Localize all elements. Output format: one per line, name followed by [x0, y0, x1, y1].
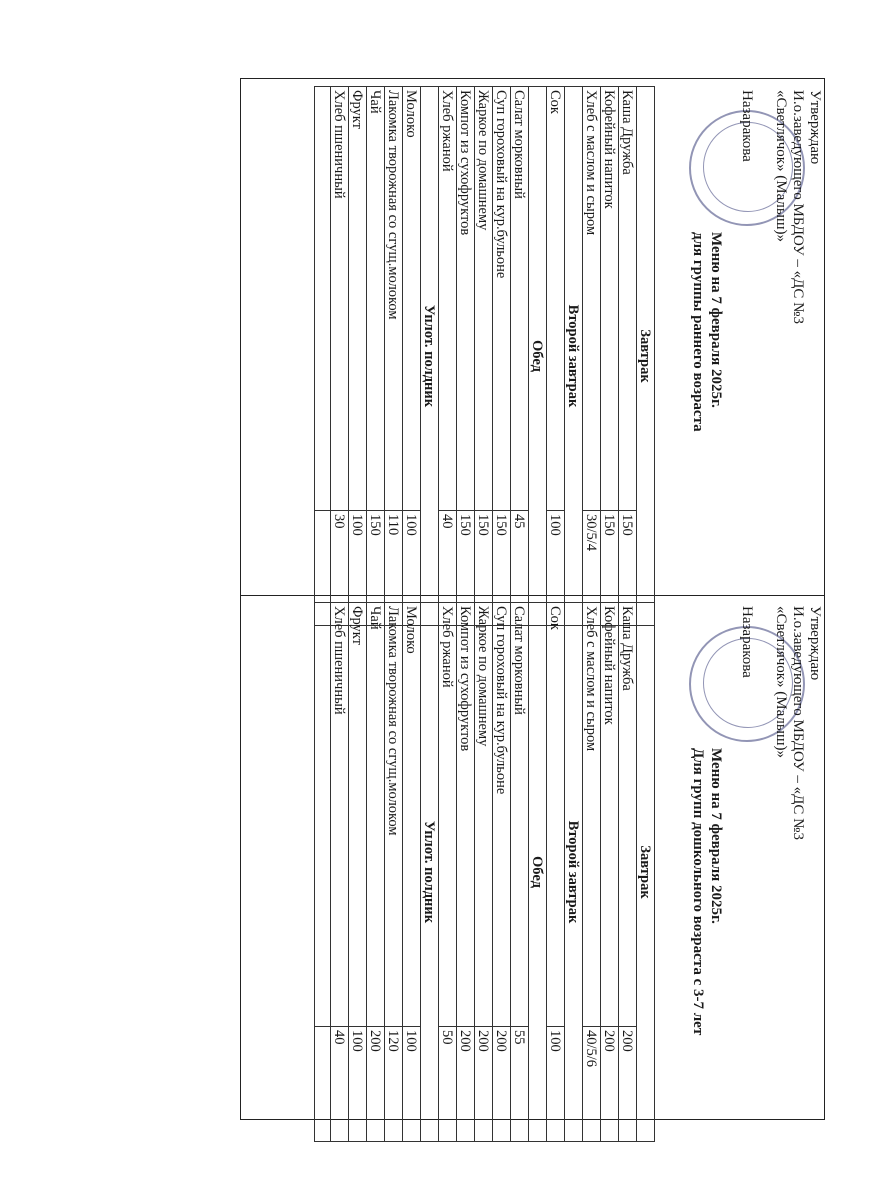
qty-cell: 50 — [439, 1027, 457, 1142]
dish-cell: Сок — [547, 603, 565, 1027]
qty-cell: 150 — [367, 511, 385, 626]
sheet-header — [657, 598, 825, 1098]
qty-cell: 200 — [493, 1027, 511, 1142]
qty-cell: 110 — [385, 511, 403, 626]
table-section-row — [637, 87, 655, 626]
qty-cell: 150 — [493, 511, 511, 626]
qty-cell: 200 — [601, 1027, 619, 1142]
signer-name: Назаракова — [739, 606, 755, 678]
table-row — [601, 603, 619, 1142]
table-row-empty — [315, 603, 331, 1142]
table-row — [439, 87, 457, 626]
table-row — [619, 87, 637, 626]
table-row — [583, 603, 601, 1142]
table-row — [493, 603, 511, 1142]
dish-cell: Компот из сухофруктов — [457, 603, 475, 1027]
menu-title — [689, 748, 725, 1035]
table-row — [385, 87, 403, 626]
table-section-row — [421, 603, 439, 1142]
table-row — [439, 603, 457, 1142]
dish-cell: Лакомка творожная со сгущ.молоком — [385, 87, 403, 511]
dish-cell: Молоко — [403, 87, 421, 511]
dish-cell: Чай — [367, 603, 385, 1027]
dish-cell: Жаркое по домашнему — [475, 87, 493, 511]
qty-cell: 200 — [457, 1027, 475, 1142]
approval-line: И.о.заведующего МБДОУ – «ДС №3 — [790, 606, 806, 840]
dish-cell: Хлеб с маслом и сыром — [583, 87, 601, 511]
table-row — [619, 603, 637, 1142]
menu-title-group: Для групп дошкольного возраста с 3-7 лет — [690, 748, 706, 1036]
table-row — [367, 87, 385, 626]
table-row — [331, 603, 349, 1142]
menu-table — [314, 602, 655, 1142]
dish-cell: Каша Дружба — [619, 603, 637, 1027]
dish-cell: Чай — [367, 87, 385, 511]
approval-block — [772, 90, 823, 324]
qty-cell: 40/5/6 — [583, 1027, 601, 1142]
qty-cell: 200 — [619, 1027, 637, 1142]
qty-cell: 150 — [457, 511, 475, 626]
section-title: Второй завтрак — [565, 603, 583, 1142]
table-row — [349, 87, 367, 626]
table-row — [367, 603, 385, 1142]
qty-cell: 30/5/4 — [583, 511, 601, 626]
table-row — [475, 603, 493, 1142]
table-section-row — [421, 87, 439, 626]
dish-cell: Хлеб ржаной — [439, 603, 457, 1027]
table-section-row — [529, 603, 547, 1142]
dish-cell: Суп гороховый на кур.бульоне — [493, 603, 511, 1027]
qty-cell: 100 — [403, 511, 421, 626]
sheet-header — [657, 82, 825, 582]
table-row — [403, 87, 421, 626]
menu-sheet-early-age — [265, 82, 825, 582]
table-row — [493, 87, 511, 626]
dish-cell: Салат морковный — [511, 87, 529, 511]
table-row — [475, 87, 493, 626]
approval-block — [772, 606, 823, 840]
qty-cell: 100 — [547, 511, 565, 626]
qty-cell: 150 — [475, 511, 493, 626]
qty-cell: 45 — [511, 511, 529, 626]
section-title: Обед — [529, 603, 547, 1142]
dish-cell: Лакомка творожная со сгущ.молоком — [385, 603, 403, 1027]
section-title: Завтрак — [637, 603, 655, 1142]
qty-cell: 150 — [619, 511, 637, 626]
dish-cell: Хлеб пшеничный — [331, 603, 349, 1027]
dish-cell: Хлеб с маслом и сыром — [583, 603, 601, 1027]
dish-cell: Хлеб пшеничный — [331, 87, 349, 511]
dish-cell: Каша Дружба — [619, 87, 637, 511]
approval-line: «Светлячок» (Малыш)» — [773, 90, 789, 243]
menu-title-group: для группы раннего возраста — [690, 232, 706, 432]
section-title: Уплот. полдник — [421, 603, 439, 1142]
dish-cell: Компот из сухофруктов — [457, 87, 475, 511]
qty-cell: 40 — [331, 1027, 349, 1142]
approval-line: И.о.заведующего МБДОУ – «ДС №3 — [790, 90, 806, 324]
dish-cell: Фрукт — [349, 603, 367, 1027]
dish-cell: Жаркое по домашнему — [475, 603, 493, 1027]
table-row — [331, 87, 349, 626]
table-row — [385, 603, 403, 1142]
qty-cell: 55 — [511, 1027, 529, 1142]
table-row — [547, 603, 565, 1142]
qty-cell: 100 — [403, 1027, 421, 1142]
menu-title-date: Меню на 7 февраля 2025г. — [708, 232, 724, 408]
qty-cell: 200 — [475, 1027, 493, 1142]
dish-cell: Салат морковный — [511, 603, 529, 1027]
section-title: Второй завтрак — [565, 87, 583, 626]
menu-table — [314, 86, 655, 626]
table-row — [457, 87, 475, 626]
qty-cell: 100 — [547, 1027, 565, 1142]
table-section-row — [529, 87, 547, 626]
menu-sheet-preschool — [265, 598, 825, 1098]
table-row — [511, 87, 529, 626]
table-row — [583, 87, 601, 626]
section-title: Завтрак — [637, 87, 655, 626]
table-row — [547, 87, 565, 626]
qty-cell: 30 — [331, 511, 349, 626]
table-row — [601, 87, 619, 626]
section-title: Обед — [529, 87, 547, 626]
qty-cell: 150 — [601, 511, 619, 626]
qty-cell: 200 — [367, 1027, 385, 1142]
qty-cell: 100 — [349, 1027, 367, 1142]
table-row — [511, 603, 529, 1142]
approval-line: Утверждаю — [807, 606, 823, 681]
table-row — [457, 603, 475, 1142]
dish-cell: Кофейный напиток — [601, 87, 619, 511]
table-row — [349, 603, 367, 1142]
dish-cell: Кофейный напиток — [601, 603, 619, 1027]
approval-line: «Светлячок» (Малыш)» — [773, 606, 789, 759]
dish-cell: Сок — [547, 87, 565, 511]
table-row — [403, 603, 421, 1142]
table-section-row — [637, 603, 655, 1142]
dish-cell: Фрукт — [349, 87, 367, 511]
qty-cell: 100 — [349, 511, 367, 626]
dish-cell: Хлеб ржаной — [439, 87, 457, 511]
menu-title — [689, 232, 725, 432]
qty-cell: 40 — [439, 511, 457, 626]
table-section-row — [565, 603, 583, 1142]
table-row-empty — [315, 87, 331, 626]
menu-title-date: Меню на 7 февраля 2025г. — [708, 748, 724, 924]
dish-cell: Молоко — [403, 603, 421, 1027]
table-section-row — [565, 87, 583, 626]
qty-cell: 120 — [385, 1027, 403, 1142]
signer-name: Назаракова — [739, 90, 755, 162]
section-title: Уплот. полдник — [421, 87, 439, 626]
dish-cell: Суп гороховый на кур.бульоне — [493, 87, 511, 511]
approval-line: Утверждаю — [807, 90, 823, 165]
